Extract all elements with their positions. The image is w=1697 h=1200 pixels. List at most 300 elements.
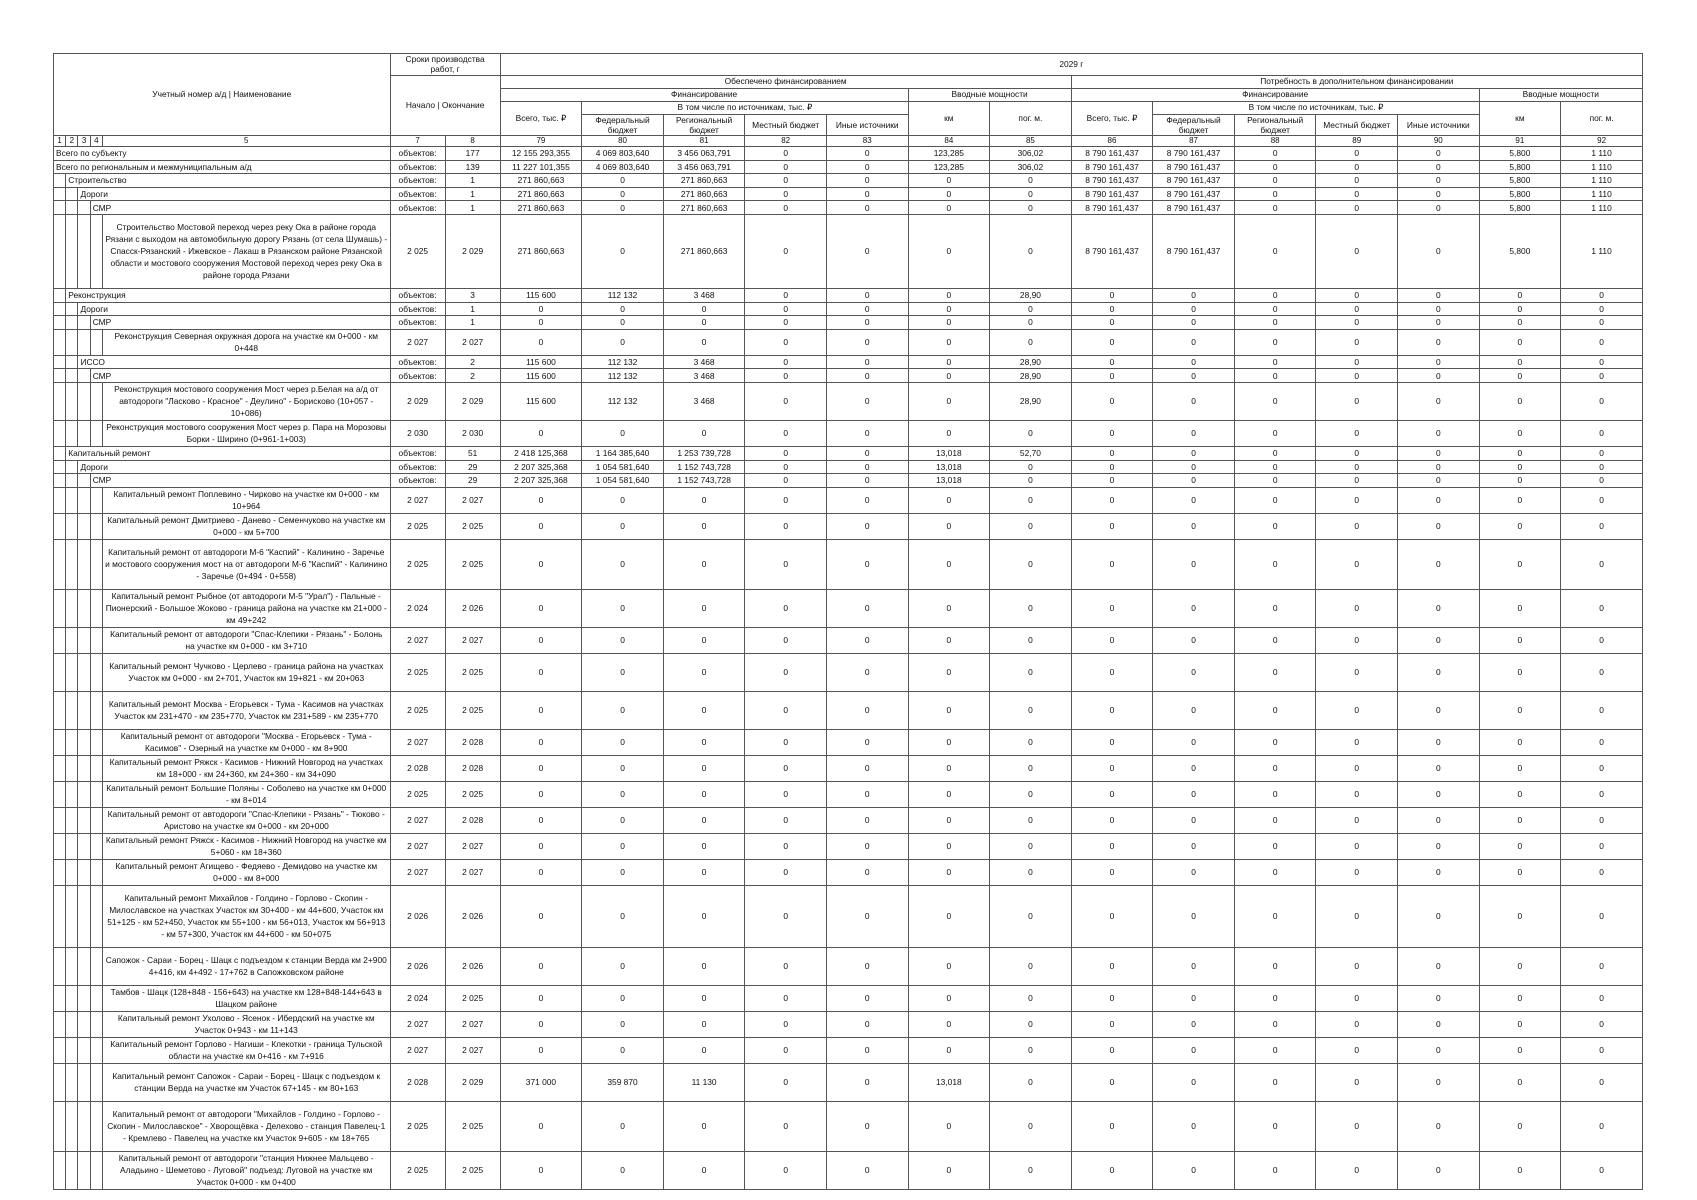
value-cell: 271 860,663 <box>500 214 582 288</box>
value-cell: 0 <box>1561 833 1643 859</box>
object-name: Капитальный ремонт Ряжск - Касимов - Нижний Новгород на участке км 5+060 - км 18+360 <box>102 833 390 859</box>
value-cell: 0 <box>1561 474 1643 488</box>
value-cell: 0 <box>1479 627 1561 653</box>
other-header-2: Иные источники <box>1398 114 1480 136</box>
indent-cell <box>54 859 66 885</box>
object-row <box>54 807 1643 833</box>
value-cell: 0 <box>1234 201 1316 215</box>
value-cell: 0 <box>826 420 908 446</box>
value-cell: 0 <box>663 627 745 653</box>
value-cell: 0 <box>1234 691 1316 729</box>
group-name: ИССО <box>78 355 390 369</box>
value-cell: 0 <box>1479 329 1561 355</box>
value-cell: 0 <box>1398 985 1480 1011</box>
value-cell: 0 <box>745 487 827 513</box>
object-name: Капитальный ремонт Москва - Егорьевск - Тума - Касимов на участках Участок км 231+470 - км 235+770, Участок км 231+589 - км 235+770 <box>102 691 390 729</box>
indent-cell <box>66 885 78 947</box>
value-cell: 0 <box>1316 627 1398 653</box>
end-cell: 29 <box>445 460 500 474</box>
value-cell: 0 <box>1071 474 1153 488</box>
value-cell: 0 <box>1153 1037 1235 1063</box>
indent-cell <box>78 947 90 985</box>
indent-cell <box>90 539 102 589</box>
object-name: Реконструкция Северная окружная дорога на участке км 0+000 - км 0+448 <box>102 329 390 355</box>
start-cell: объектов: <box>390 355 445 369</box>
value-cell: 0 <box>1479 755 1561 781</box>
object-row <box>54 329 1643 355</box>
indent-cell <box>90 885 102 947</box>
indent-cell <box>66 859 78 885</box>
indent-cell <box>54 833 66 859</box>
value-cell: 0 <box>745 329 827 355</box>
value-cell: 0 <box>1153 420 1235 446</box>
value-cell: 0 <box>990 807 1072 833</box>
value-cell: 1 054 581,640 <box>582 460 664 474</box>
value-cell: 8 790 161,437 <box>1153 201 1235 215</box>
value-cell: 0 <box>1234 369 1316 383</box>
value-cell: 0 <box>582 329 664 355</box>
indent-cell <box>90 420 102 446</box>
value-cell: 0 <box>1479 885 1561 947</box>
value-cell: 0 <box>1071 781 1153 807</box>
indent-cell <box>66 214 78 288</box>
value-cell: 0 <box>663 1011 745 1037</box>
value-cell: 0 <box>1153 382 1235 420</box>
object-row <box>54 691 1643 729</box>
end-cell: 2 027 <box>445 1011 500 1037</box>
indent-cell <box>66 653 78 691</box>
indent-cell <box>78 859 90 885</box>
start-cell: объектов: <box>390 316 445 330</box>
value-cell: 0 <box>1071 513 1153 539</box>
value-cell: 0 <box>1398 859 1480 885</box>
federal-header: Федеральный бюджет <box>582 114 664 136</box>
end-cell: 2 <box>445 369 500 383</box>
group-name: СМР <box>90 316 390 330</box>
value-cell: 0 <box>582 1101 664 1151</box>
value-cell: 52,70 <box>990 446 1072 460</box>
start-cell: объектов: <box>390 302 445 316</box>
end-cell: 2 <box>445 355 500 369</box>
value-cell: 0 <box>1561 885 1643 947</box>
start-cell: 2 025 <box>390 1151 445 1189</box>
value-cell: 0 <box>908 302 990 316</box>
value-cell: 0 <box>826 691 908 729</box>
end-cell: 1 <box>445 174 500 188</box>
value-cell: 0 <box>908 833 990 859</box>
value-cell: 0 <box>908 187 990 201</box>
value-cell: 0 <box>1316 807 1398 833</box>
indent-cell <box>78 316 90 330</box>
value-cell: 0 <box>1316 1011 1398 1037</box>
value-cell: 0 <box>500 627 582 653</box>
value-cell: 5,800 <box>1479 187 1561 201</box>
value-cell: 0 <box>1153 807 1235 833</box>
end-cell: 1 <box>445 302 500 316</box>
value-cell: 0 <box>663 1101 745 1151</box>
value-cell: 0 <box>1479 460 1561 474</box>
value-cell: 115 600 <box>500 369 582 383</box>
summary-row <box>54 316 1643 330</box>
value-cell: 0 <box>1561 487 1643 513</box>
value-cell: 8 790 161,437 <box>1071 174 1153 188</box>
value-cell: 0 <box>1071 947 1153 985</box>
start-cell: 2 027 <box>390 627 445 653</box>
indent-cell <box>90 1063 102 1101</box>
value-cell: 0 <box>990 316 1072 330</box>
value-cell: 0 <box>1071 627 1153 653</box>
value-cell: 0 <box>826 1063 908 1101</box>
object-name: Капитальный ремонт от автодороги "Москва - Егорьевск - Тума - Касимов" - Озерный на участке км 0+000 - км 8+900 <box>102 729 390 755</box>
value-cell: 0 <box>1153 859 1235 885</box>
value-cell: 0 <box>1071 487 1153 513</box>
value-cell: 271 860,663 <box>663 174 745 188</box>
indent-cell <box>78 329 90 355</box>
value-cell: 0 <box>1153 487 1235 513</box>
indent-cell <box>54 513 66 539</box>
value-cell: 0 <box>1561 1037 1643 1063</box>
value-cell: 0 <box>1316 288 1398 302</box>
value-cell: 0 <box>1071 1063 1153 1101</box>
value-cell: 0 <box>1316 201 1398 215</box>
value-cell: 0 <box>1561 781 1643 807</box>
value-cell: 0 <box>1071 807 1153 833</box>
indent-cell <box>78 474 90 488</box>
indent-cell <box>90 859 102 885</box>
value-cell: 0 <box>1561 1101 1643 1151</box>
value-cell: 0 <box>1561 316 1643 330</box>
value-cell: 0 <box>1561 302 1643 316</box>
value-cell: 0 <box>745 174 827 188</box>
group-name: СМР <box>90 369 390 383</box>
value-cell: 0 <box>1398 589 1480 627</box>
object-name: Капитальный ремонт Большие Поляны - Соболево на участке км 0+000 - км 8+014 <box>102 781 390 807</box>
value-cell: 0 <box>500 316 582 330</box>
value-cell: 0 <box>663 513 745 539</box>
value-cell: 1 253 739,728 <box>663 446 745 460</box>
indent-cell <box>90 1151 102 1189</box>
value-cell: 0 <box>990 302 1072 316</box>
value-cell: 0 <box>1234 1011 1316 1037</box>
value-cell: 0 <box>663 1151 745 1189</box>
value-cell: 0 <box>1234 1101 1316 1151</box>
start-cell: объектов: <box>390 201 445 215</box>
object-row <box>54 947 1643 985</box>
start-cell: объектов: <box>390 160 445 174</box>
value-cell: 0 <box>500 539 582 589</box>
value-cell: 123,285 <box>908 160 990 174</box>
group-name: Дороги <box>78 460 390 474</box>
value-cell: 0 <box>582 589 664 627</box>
value-cell: 0 <box>826 288 908 302</box>
value-cell: 0 <box>1398 885 1480 947</box>
value-cell: 0 <box>1234 859 1316 885</box>
col-num: 4 <box>90 136 102 147</box>
summary-row <box>54 355 1643 369</box>
value-cell: 0 <box>826 474 908 488</box>
indent-cell <box>66 807 78 833</box>
value-cell: 0 <box>1561 382 1643 420</box>
value-cell: 0 <box>500 420 582 446</box>
value-cell: 0 <box>1398 382 1480 420</box>
value-cell: 0 <box>582 420 664 446</box>
value-cell: 0 <box>908 214 990 288</box>
value-cell: 0 <box>1071 420 1153 446</box>
end-cell: 2 025 <box>445 539 500 589</box>
indent-cell <box>54 214 66 288</box>
group-name: СМР <box>90 474 390 488</box>
summary-row <box>54 187 1643 201</box>
value-cell: 0 <box>1479 1037 1561 1063</box>
value-cell: 1 110 <box>1561 147 1643 161</box>
value-cell: 0 <box>990 985 1072 1011</box>
total-header-2: Всего, тыс. ₽ <box>1071 101 1153 136</box>
start-cell: 2 027 <box>390 1011 445 1037</box>
object-name: Капитальный ремонт от автодороги "Спас-Клепики - Рязань" - Болонь на участке км 0+000 - км 3+710 <box>102 627 390 653</box>
value-cell: 0 <box>1561 985 1643 1011</box>
indent-cell <box>54 187 66 201</box>
indent-cell <box>54 985 66 1011</box>
value-cell: 0 <box>826 833 908 859</box>
value-cell: 0 <box>1153 653 1235 691</box>
value-cell: 0 <box>826 1011 908 1037</box>
value-cell: 0 <box>1234 147 1316 161</box>
value-cell: 0 <box>745 691 827 729</box>
value-cell: 0 <box>1398 653 1480 691</box>
value-cell: 0 <box>500 781 582 807</box>
local-header-2: Местный бюджет <box>1316 114 1398 136</box>
value-cell: 0 <box>990 1037 1072 1063</box>
indent-cell <box>90 513 102 539</box>
col-num: 86 <box>1071 136 1153 147</box>
value-cell: 0 <box>908 627 990 653</box>
group-name: Капитальный ремонт <box>66 446 390 460</box>
col-num: 3 <box>78 136 90 147</box>
value-cell: 0 <box>1234 947 1316 985</box>
value-cell: 0 <box>908 355 990 369</box>
value-cell: 0 <box>1153 833 1235 859</box>
value-cell: 0 <box>1153 369 1235 383</box>
col-num: 2 <box>66 136 78 147</box>
indent-cell <box>54 201 66 215</box>
value-cell: 0 <box>826 1101 908 1151</box>
value-cell: 0 <box>1479 369 1561 383</box>
value-cell: 0 <box>1561 1151 1643 1189</box>
indent-cell <box>54 947 66 985</box>
indent-cell <box>66 947 78 985</box>
object-name: Капитальный ремонт Ухолово - Ясенок - Ибердский на участке км Участок 0+943 - км 11+143 <box>102 1011 390 1037</box>
km-header: км <box>908 101 990 136</box>
value-cell: 0 <box>745 187 827 201</box>
value-cell: 0 <box>1153 947 1235 985</box>
value-cell: 0 <box>1398 174 1480 188</box>
value-cell: 0 <box>500 691 582 729</box>
object-name: Капитальный ремонт Чучково - Церлево - граница района на участках Участок км 0+000 - км 2+701, Участок км 19+821 - км 20+063 <box>102 653 390 691</box>
value-cell: 0 <box>663 885 745 947</box>
value-cell: 0 <box>1398 1011 1480 1037</box>
value-cell: 3 456 063,791 <box>663 147 745 161</box>
end-cell: 2 027 <box>445 627 500 653</box>
other-header: Иные источники <box>826 114 908 136</box>
value-cell: 0 <box>1153 446 1235 460</box>
value-cell: 0 <box>1398 1101 1480 1151</box>
value-cell: 0 <box>990 781 1072 807</box>
value-cell: 0 <box>1561 947 1643 985</box>
value-cell: 0 <box>990 589 1072 627</box>
object-name: Капитальный ремонт Рыбное (от автодороги М-5 "Урал") - Пальные - Пионерский - Большое Жоково - граница района на участке км 21+000 - км 49+242 <box>102 589 390 627</box>
value-cell: 0 <box>745 589 827 627</box>
value-cell: 0 <box>1071 288 1153 302</box>
value-cell: 0 <box>1316 474 1398 488</box>
value-cell: 0 <box>908 1037 990 1063</box>
value-cell: 0 <box>745 147 827 161</box>
object-name: Капитальный ремонт Ряжск - Касимов - Нижний Новгород на участках км 18+000 - км 24+360, км 24+360 - км 34+090 <box>102 755 390 781</box>
value-cell: 0 <box>908 382 990 420</box>
value-cell: 0 <box>1316 147 1398 161</box>
value-cell: 0 <box>1479 288 1561 302</box>
indent-cell <box>78 589 90 627</box>
value-cell: 0 <box>826 329 908 355</box>
value-cell: 0 <box>908 316 990 330</box>
group-name: Дороги <box>78 302 390 316</box>
value-cell: 0 <box>1153 460 1235 474</box>
value-cell: 0 <box>1479 691 1561 729</box>
value-cell: 0 <box>663 653 745 691</box>
value-cell: 0 <box>1479 1151 1561 1189</box>
group-name: Всего по региональным и межмуниципальным а/д <box>54 160 391 174</box>
value-cell: 0 <box>1234 174 1316 188</box>
col-num: 8 <box>445 136 500 147</box>
start-cell: объектов: <box>390 288 445 302</box>
value-cell: 2 207 325,368 <box>500 474 582 488</box>
value-cell: 0 <box>1153 589 1235 627</box>
indent-cell <box>54 691 66 729</box>
value-cell: 1 152 743,728 <box>663 474 745 488</box>
value-cell: 1 110 <box>1561 187 1643 201</box>
object-name: Сапожок - Сараи - Борец - Шацк с подъездом к станции Верда км 2+900 4+416, км 4+492 - 17+762 в Сапожковском районе <box>102 947 390 985</box>
value-cell: 0 <box>500 807 582 833</box>
value-cell: 8 790 161,437 <box>1071 201 1153 215</box>
value-cell: 0 <box>582 539 664 589</box>
value-cell: 0 <box>500 487 582 513</box>
value-cell: 0 <box>1153 1063 1235 1101</box>
col-num: 82 <box>745 136 827 147</box>
value-cell: 0 <box>990 885 1072 947</box>
end-cell: 1 <box>445 316 500 330</box>
value-cell: 112 132 <box>582 355 664 369</box>
value-cell: 0 <box>1071 329 1153 355</box>
value-cell: 0 <box>663 539 745 589</box>
value-cell: 0 <box>663 755 745 781</box>
value-cell: 2 207 325,368 <box>500 460 582 474</box>
value-cell: 0 <box>990 513 1072 539</box>
start-cell: 2 029 <box>390 382 445 420</box>
value-cell: 0 <box>1316 513 1398 539</box>
col-num: 87 <box>1153 136 1235 147</box>
value-cell: 0 <box>663 947 745 985</box>
value-cell: 0 <box>1234 1151 1316 1189</box>
value-cell: 0 <box>1398 369 1480 383</box>
value-cell: 0 <box>582 985 664 1011</box>
value-cell: 0 <box>1316 420 1398 446</box>
value-cell: 0 <box>1153 316 1235 330</box>
indent-cell <box>54 1037 66 1063</box>
indent-cell <box>66 985 78 1011</box>
indent-cell <box>54 369 66 383</box>
indent-cell <box>90 382 102 420</box>
value-cell: 0 <box>1234 160 1316 174</box>
value-cell: 0 <box>500 885 582 947</box>
indent-cell <box>66 833 78 859</box>
end-cell: 2 027 <box>445 833 500 859</box>
value-cell: 0 <box>826 589 908 627</box>
value-cell: 0 <box>1479 1101 1561 1151</box>
value-cell: 0 <box>990 859 1072 885</box>
start-cell: объектов: <box>390 446 445 460</box>
capacities-header-2: Вводные мощности <box>1479 88 1642 101</box>
value-cell: 0 <box>1479 316 1561 330</box>
object-name: Реконструкция мостового сооружения Мост через р. Пара на Морозовы Борки - Ширино (0+961-1+003) <box>102 420 390 446</box>
indent-cell <box>66 589 78 627</box>
group-name: Строительство <box>66 174 390 188</box>
indent-cell <box>66 627 78 653</box>
value-cell: 0 <box>745 947 827 985</box>
value-cell: 0 <box>908 513 990 539</box>
object-name: Капитальный ремонт от автодороги "Спас-Клепики - Рязань" - Тюково - Аристово на участке км 0+000 - км 20+000 <box>102 807 390 833</box>
value-cell: 0 <box>582 1037 664 1063</box>
indent-cell <box>66 201 78 215</box>
indent-cell <box>78 627 90 653</box>
value-cell: 0 <box>826 316 908 330</box>
group-name: СМР <box>90 201 390 215</box>
indent-cell <box>54 487 66 513</box>
value-cell: 115 600 <box>500 382 582 420</box>
start-cell: объектов: <box>390 460 445 474</box>
value-cell: 0 <box>1071 1101 1153 1151</box>
value-cell: 0 <box>500 833 582 859</box>
value-cell: 0 <box>500 589 582 627</box>
value-cell: 0 <box>908 288 990 302</box>
value-cell: 0 <box>1153 985 1235 1011</box>
end-cell: 2 025 <box>445 781 500 807</box>
value-cell: 0 <box>1234 589 1316 627</box>
value-cell: 0 <box>745 302 827 316</box>
value-cell: 0 <box>663 691 745 729</box>
value-cell: 0 <box>582 201 664 215</box>
value-cell: 0 <box>1479 420 1561 446</box>
value-cell: 0 <box>1153 691 1235 729</box>
value-cell: 8 790 161,437 <box>1153 174 1235 188</box>
indent-cell <box>54 1063 66 1101</box>
object-name: Капитальный ремонт Агищево - Федяево - Демидово на участке км 0+000 - км 8+000 <box>102 859 390 885</box>
value-cell: 0 <box>908 781 990 807</box>
value-cell: 0 <box>1479 355 1561 369</box>
value-cell: 0 <box>826 446 908 460</box>
financing-header: Финансирование <box>500 88 908 101</box>
value-cell: 0 <box>582 807 664 833</box>
indent-cell <box>54 288 66 302</box>
value-cell: 0 <box>908 487 990 513</box>
value-cell: 0 <box>1398 355 1480 369</box>
value-cell: 0 <box>1561 369 1643 383</box>
value-cell: 0 <box>826 781 908 807</box>
summary-row <box>54 160 1643 174</box>
start-cell: 2 027 <box>390 487 445 513</box>
value-cell: 0 <box>663 1037 745 1063</box>
end-cell: 2 026 <box>445 589 500 627</box>
end-cell: 2 026 <box>445 947 500 985</box>
needed-header: Потребность в дополнительном финансировании <box>1071 75 1642 88</box>
